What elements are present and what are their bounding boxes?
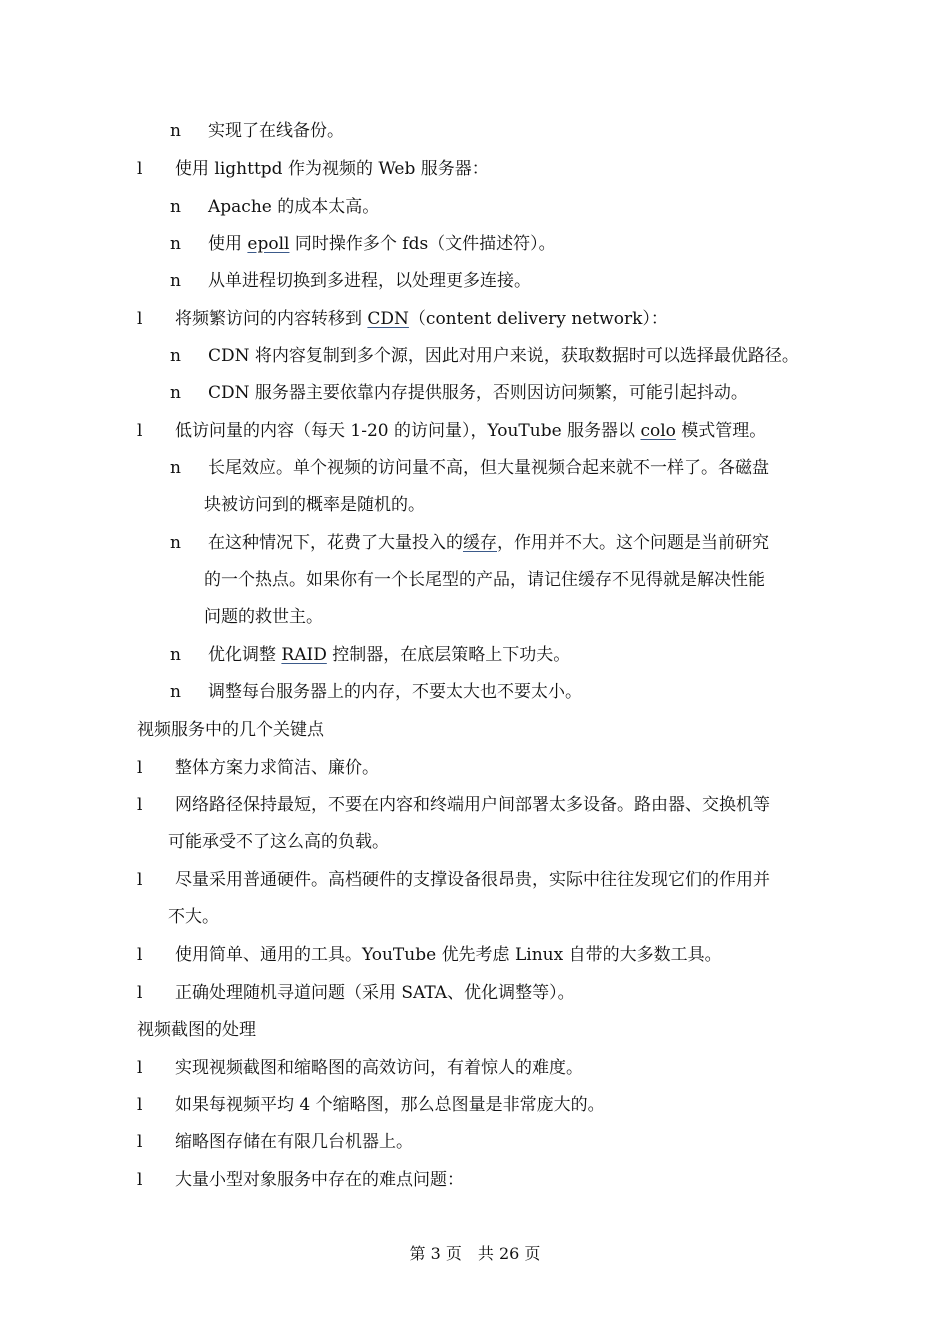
line-text: 从单进程切换到多进程，以处理更多连接。 — [208, 271, 531, 291]
line-text: 块被访问到的概率是随机的。 — [204, 495, 425, 515]
hyperlink[interactable]: CDN — [367, 309, 409, 329]
line-text: 尽量采用普通硬件。高档硬件的支撑设备很昂贵，实际中往往发现它们的作用并 — [175, 870, 770, 890]
bullet-marker: n — [170, 682, 181, 702]
line-text: 整体方案力求简洁、廉价。 — [175, 758, 379, 778]
bullet-marker: n — [170, 271, 181, 291]
line-text: 可能承受不了这么高的负载。 — [168, 832, 389, 852]
line-text: 优化调整 RAID 控制器，在底层策略上下功夫。 — [208, 645, 571, 665]
page-footer: 第 3 页 共 26 页 — [409, 1244, 541, 1263]
bullet-marker: n — [170, 234, 181, 254]
bullet-marker: l — [137, 795, 143, 815]
line-text: 使用简单、通用的工具。YouTube 优先考虑 Linux 自带的大多数工具。 — [175, 945, 722, 965]
bullet-marker: l — [137, 1170, 143, 1190]
bullet-marker: n — [170, 121, 181, 141]
line-text: 视频截图的处理 — [137, 1020, 256, 1040]
line-text: 视频服务中的几个关键点 — [137, 720, 324, 740]
line-text: 使用 epoll 同时操作多个 fds（文件描述符）。 — [208, 234, 556, 254]
bullet-marker: l — [137, 758, 143, 778]
bullet-marker: n — [170, 383, 181, 403]
bullet-marker: l — [137, 1058, 143, 1078]
line-text: 大量小型对象服务中存在的难点问题： — [175, 1170, 464, 1190]
hyperlink[interactable]: RAID — [281, 645, 327, 665]
line-text: 使用 lighttpd 作为视频的 Web 服务器： — [175, 159, 489, 179]
bullet-marker: l — [137, 1095, 143, 1115]
bullet-marker: l — [137, 159, 143, 179]
line-text: 低访问量的内容（每天 1-20 的访问量），YouTube 服务器以 colo 模式管理。 — [175, 421, 767, 441]
line-text: 如果每视频平均 4 个缩略图，那么总图量是非常庞大的。 — [175, 1095, 605, 1115]
hyperlink[interactable]: epoll — [247, 234, 290, 254]
hyperlink[interactable]: 缓存 — [463, 533, 497, 553]
line-text: Apache 的成本太高。 — [208, 197, 380, 217]
bullet-marker: n — [170, 197, 181, 217]
line-text: 实现视频截图和缩略图的高效访问，有着惊人的难度。 — [175, 1058, 583, 1078]
bullet-marker: l — [137, 1132, 143, 1152]
line-text: CDN 将内容复制到多个源，因此对用户来说，获取数据时可以选择最优路径。 — [208, 346, 799, 366]
bullet-marker: l — [137, 421, 143, 441]
bullet-marker: l — [137, 309, 143, 329]
bullet-marker: n — [170, 458, 181, 478]
line-text: 将频繁访问的内容转移到 CDN（content delivery network）： — [175, 309, 668, 329]
bullet-marker: l — [137, 983, 143, 1003]
line-text: 调整每台服务器上的内存，不要太大也不要太小。 — [208, 682, 582, 702]
bullet-marker: l — [137, 870, 143, 890]
line-text: 的一个热点。如果你有一个长尾型的产品，请记住缓存不见得就是解决性能 — [204, 570, 765, 590]
line-text: 网络路径保持最短，不要在内容和终端用户间部署太多设备。路由器、交换机等 — [175, 795, 770, 815]
line-text: 在这种情况下，花费了大量投入的缓存，作用并不大。这个问题是当前研究 — [208, 533, 769, 553]
hyperlink[interactable]: colo — [640, 421, 676, 441]
line-text: CDN 服务器主要依靠内存提供服务，否则因访问频繁，可能引起抖动。 — [208, 383, 748, 403]
line-text: 缩略图存储在有限几台机器上。 — [175, 1132, 413, 1152]
line-text: 问题的救世主。 — [204, 607, 323, 627]
bullet-marker: n — [170, 533, 181, 553]
line-text: 正确处理随机寻道问题（采用 SATA、优化调整等）。 — [175, 983, 575, 1003]
bullet-marker: n — [170, 346, 181, 366]
line-text: 长尾效应。单个视频的访问量不高，但大量视频合起来就不一样了。各磁盘 — [208, 458, 769, 478]
bullet-marker: n — [170, 645, 181, 665]
bullet-marker: l — [137, 945, 143, 965]
line-text: 不大。 — [168, 907, 219, 927]
line-text: 实现了在线备份。 — [208, 121, 344, 141]
